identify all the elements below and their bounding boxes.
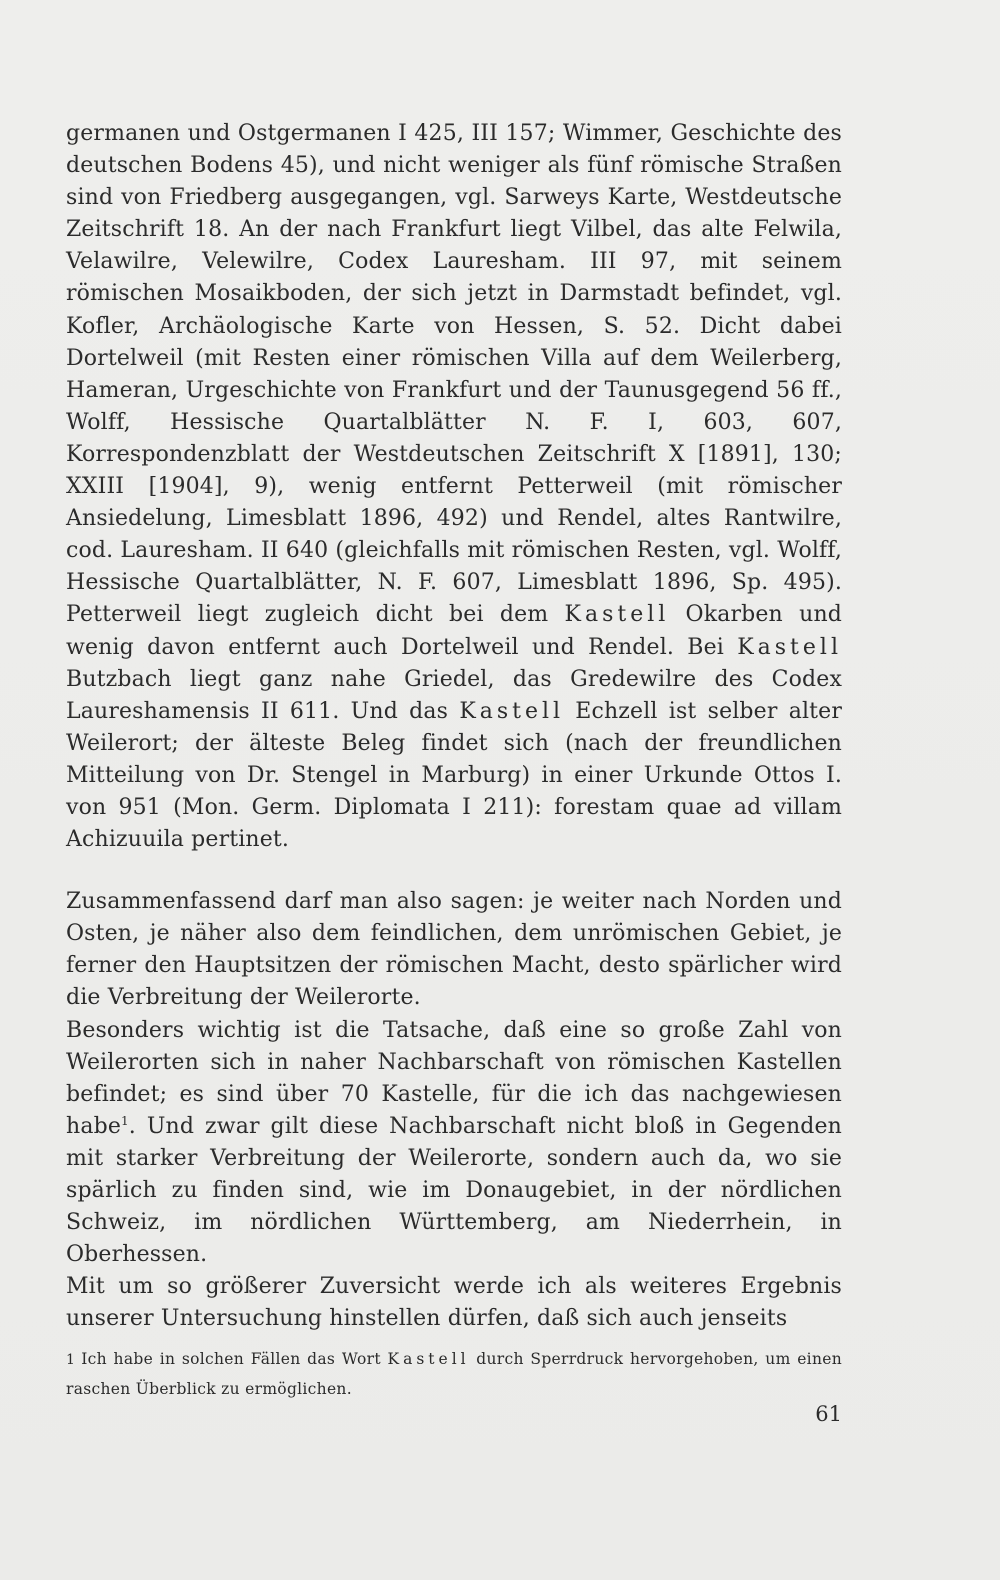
footnote-marker: 1: [121, 1113, 129, 1128]
text-run: durch Sperrdruck hervorgehoben, um einen raschen Überblick zu ermöglichen.: [66, 1350, 842, 1398]
spaced-emphasis: Kastell: [459, 698, 565, 724]
text-run: Ich habe in solchen Fällen das Wort: [81, 1350, 388, 1368]
body-text: [66, 118, 842, 1335]
paragraph: [66, 1015, 842, 1272]
spaced-emphasis: Kastell: [737, 634, 842, 660]
footnote-text: [66, 1350, 842, 1398]
paragraph: [66, 118, 842, 856]
text-run: Okarben und wenig davon entfernt auch Dortelweil und Rendel. Bei: [66, 602, 842, 660]
text-run: Echzell ist selber alter Weilerort; der älteste Beleg findet sich (nach der freundlichen Mitteilung von Dr. Stengel in Marburg) in einer Urkunde Ottos I. von 951 (Mon. Germ. Diplomata I 211): forestam quae ad villam Achizuuila pertinet.: [66, 698, 843, 853]
spaced-emphasis: Kastell: [387, 1350, 470, 1368]
paragraph: [66, 1271, 842, 1335]
paragraph: [66, 886, 842, 1014]
text-run: germanen und Ostgermanen I 425, III 157; Wimmer, Geschichte des deutschen Bodens 45), und nicht weniger als fünf römische Straßen sind von Friedberg ausgegangen, vgl. Sarweys Karte, Westdeutsche Zeitschrift 18. An der nach Frankfurt liegt Vilbel, das alte Felwila, Velawilre, Velewilre, Codex Lauresham. III 97, mit seinem römischen Mosaikboden, der sich jetzt in Darmstadt befindet, vgl. Kofler, Archäologische Karte von Hessen, S. 52. Dicht dabei Dortelweil (mit Resten einer römischen Villa auf dem Weilerberg, Hameran, Urgeschichte von Frankfurt und der Taunusgegend 56 ff., Wolff, Hessische Quartalblätter N. F. I, 603, 607, Korrespondenzblatt der Westdeutschen Zeitschrift X [1891], 130; XXIII [1904], 9), wenig entfernt Petterweil (mit römischer Ansiedelung, Limesblatt 1896, 492) und Rendel, altes Rantwilre, cod. Lauresham. II 640 (gleichfalls mit römischen Resten, vgl. Wolff, Hessische Quartalblätter, N. F. 607, Limesblatt 1896, Sp. 495). Petterweil liegt zugleich dicht bei dem: [66, 121, 842, 628]
footnote: [66, 1345, 842, 1404]
text-run: Besonders wichtig ist die Tatsache, daß eine so große Zahl von Weilerorten sich in naher Nachbarschaft von römischen Kastellen befindet; es sind über 70 Kastelle, für die ich das nachgewiesen habe: [66, 1017, 842, 1139]
text-run: Butzbach liegt ganz nahe Griedel, das Gredewilre des Codex Laureshamensis II 611. Und das: [66, 666, 842, 724]
text-run: Zusammenfassend darf man also sagen: je weiter nach Norden und Osten, je näher also dem feindlichen, dem unrömischen Gebiet, je ferner den Hauptsitzen der römischen Macht, desto spärlicher wird die Verbreitung der Weilerorte.: [66, 889, 842, 1011]
page-number: 61: [815, 1402, 842, 1426]
text-run: . Und zwar gilt diese Nachbarschaft nicht bloß in Gegenden mit starker Verbreitung der Weilerorte, sondern auch da, wo sie spärlich zu finden sind, wie im Donaugebiet, in der nördlichen Schweiz, im nördlichen Württemberg, am Niederrhein, in Oberhessen.: [66, 1113, 842, 1268]
spaced-emphasis: Kastell: [564, 602, 670, 628]
text-run: Mit um so größerer Zuversicht werde ich als weiteres Ergebnis unserer Untersuchung hinstellen dürfen, daß sich auch jenseits: [66, 1274, 842, 1332]
footnote-number: 1: [66, 1352, 76, 1368]
